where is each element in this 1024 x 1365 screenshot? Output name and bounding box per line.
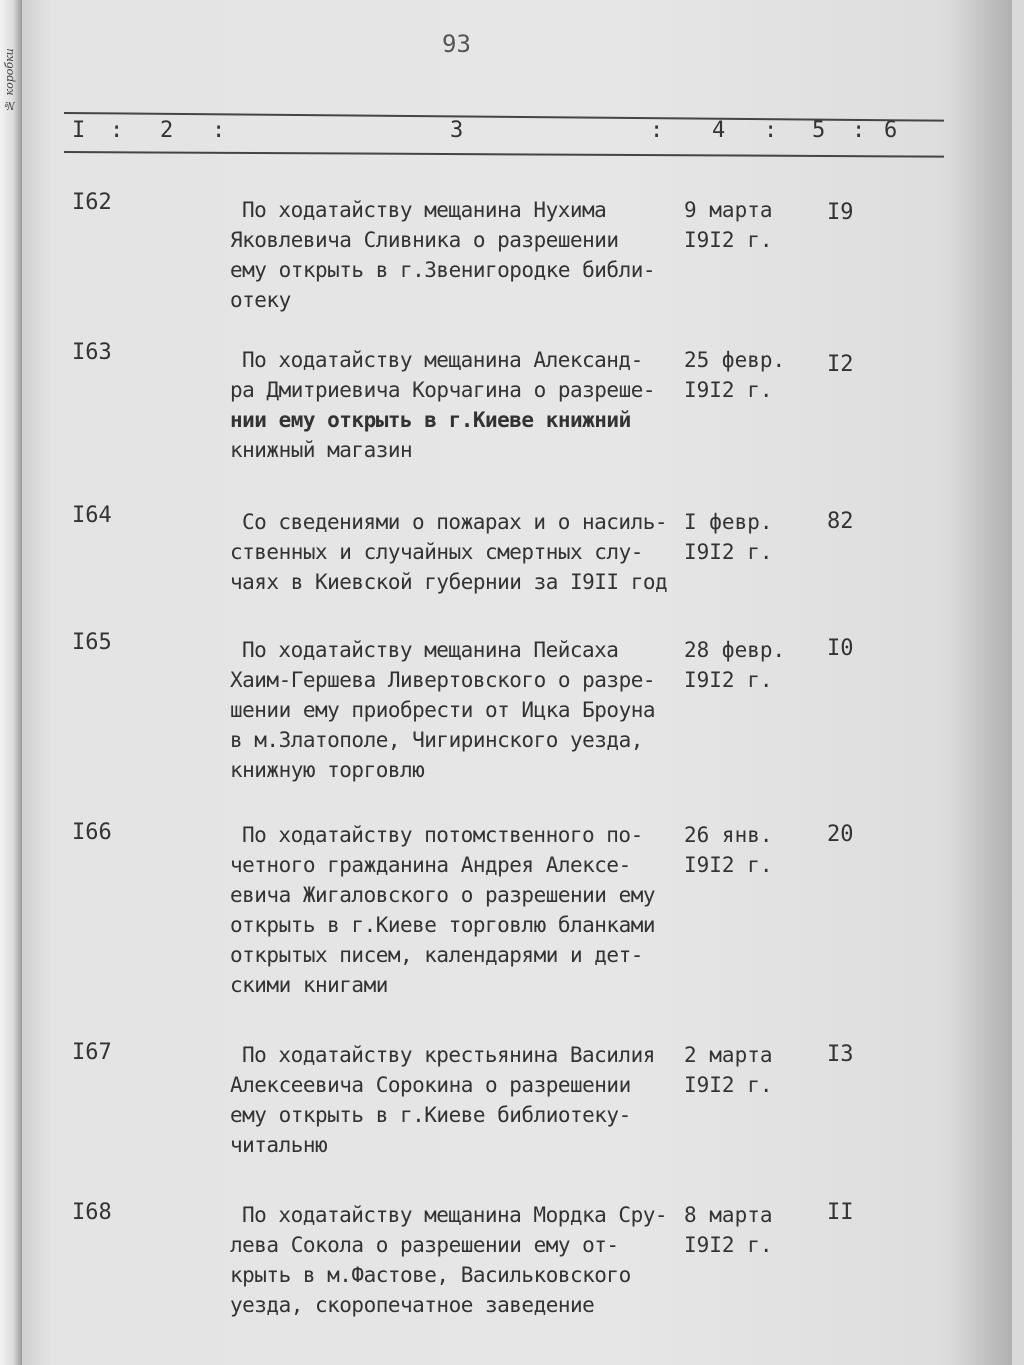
entry-number: I63 [72, 340, 112, 365]
page-edge-shadow [952, 0, 1012, 1365]
sheet-count: I9 [827, 200, 854, 225]
date-line: I9I2 г. [684, 1233, 773, 1257]
description-line: нии ему открыть в г.Киеве книжний [230, 408, 631, 432]
description-line: четного гражданина Андрея Алексе- [230, 853, 631, 877]
column-header-2: 2 [160, 118, 174, 143]
entry-number: I66 [72, 820, 112, 845]
entry-date [684, 820, 773, 880]
sheet-count: 82 [827, 509, 854, 534]
description-line: По ходатайству потомственного по- [242, 823, 643, 847]
column-separator: : [650, 118, 664, 143]
description-line: книжный магазин [230, 438, 413, 462]
column-separator: : [110, 118, 124, 143]
description-line: Яковлевича Сливника о разрешении [230, 228, 619, 252]
description-line: ра Дмитриевича Корчагина о разреше- [230, 378, 656, 402]
page-number: 93 [442, 30, 471, 58]
sheet-count: I0 [827, 636, 854, 661]
description-line: книжную торговлю [230, 758, 425, 782]
description-line: По ходатайству мещанина Пейсаха [242, 638, 619, 662]
date-line: I9I2 г. [684, 540, 773, 564]
sheet-count: 20 [827, 822, 854, 847]
description-line: Хаим-Гершева Ливертовского о разре- [230, 668, 656, 692]
description-line: Алексеевича Сорокина о разрешении [230, 1073, 631, 1097]
date-line: I9I2 г. [684, 228, 773, 252]
description-line: Со сведениями о пожарах и о насиль- [242, 510, 668, 534]
description-line: чаях в Киевской губернии за I9II год [230, 570, 668, 594]
entry-date [684, 345, 785, 405]
entry-number: I68 [72, 1200, 112, 1225]
entry-date [684, 1200, 773, 1260]
description-line: скими книгами [230, 973, 388, 997]
description-line: уезда, скоропечатное заведение [230, 1293, 595, 1317]
entry-description [230, 195, 685, 315]
entry-date [684, 1040, 773, 1100]
column-header-5: 5 [812, 118, 826, 143]
date-line: 26 янв. [684, 823, 773, 847]
entry-description [230, 507, 685, 597]
header-rule-bottom [64, 151, 944, 158]
description-line: отеку [230, 288, 291, 312]
description-line: ему открыть в г.Киеве библиотеку- [230, 1103, 631, 1127]
date-line: 25 февр. [684, 348, 786, 372]
entry-description [230, 345, 685, 465]
description-line: читальню [230, 1133, 328, 1157]
column-header-3: 3 [450, 118, 464, 143]
date-line: 28 февр. [684, 638, 786, 662]
description-line: лева Сокола о разрешении ему от- [230, 1233, 619, 1257]
description-line: открыть в г.Киеве торговлю бланками [230, 913, 656, 937]
description-line: в м.Златополе, Чигиринского уезда, [230, 728, 643, 752]
column-separator: : [852, 118, 866, 143]
entry-number: I65 [72, 630, 112, 655]
entry-date [684, 507, 773, 567]
date-line: 8 марта [684, 1203, 773, 1227]
date-line: 2 марта [684, 1043, 773, 1067]
column-separator: : [212, 118, 226, 143]
entry-number: I64 [72, 503, 112, 528]
date-line: I9I2 г. [684, 1073, 773, 1097]
date-line: I9I2 г. [684, 668, 773, 692]
date-line: I9I2 г. [684, 378, 773, 402]
entry-number: I67 [72, 1040, 112, 1065]
description-line: По ходатайству мещанина Мордка Сру- [242, 1203, 668, 1227]
book-spine [0, 0, 24, 1365]
column-header-6: 6 [884, 118, 898, 143]
description-line: евича Жигаловского о разрешении ему [230, 883, 656, 907]
sheet-count: I3 [827, 1042, 854, 1067]
column-header-1: I [72, 118, 86, 143]
description-line: По ходатайству крестьянина Василия [242, 1043, 655, 1067]
entry-number: I62 [72, 190, 112, 215]
date-line: I февр. [684, 510, 773, 534]
description-line: шении ему приобрести от Ицка Броуна [230, 698, 656, 722]
sheet-count: I2 [827, 352, 854, 377]
document-page [22, 0, 1012, 1365]
description-line: ему открыть в г.Звенигородке библи- [230, 258, 656, 282]
description-line: открытых писем, календарями и дет- [230, 943, 643, 967]
description-line: крыть в м.Фастове, Васильковского [230, 1263, 631, 1287]
column-separator: : [764, 118, 778, 143]
entry-date [684, 195, 773, 255]
spine-label: № коробки [3, 48, 16, 112]
entry-description [230, 635, 685, 785]
description-line: По ходатайству мещанина Нухима [242, 198, 607, 222]
entry-description [230, 820, 685, 1000]
date-line: 9 марта [684, 198, 773, 222]
column-header-4: 4 [712, 118, 726, 143]
entry-description [230, 1040, 685, 1160]
date-line: I9I2 г. [684, 853, 773, 877]
entry-description [230, 1200, 685, 1320]
description-line: ственных и случайных смертных слу- [230, 540, 643, 564]
sheet-count: II [827, 1200, 854, 1225]
description-line: По ходатайству мещанина Александ- [242, 348, 643, 372]
entry-date [684, 635, 785, 695]
